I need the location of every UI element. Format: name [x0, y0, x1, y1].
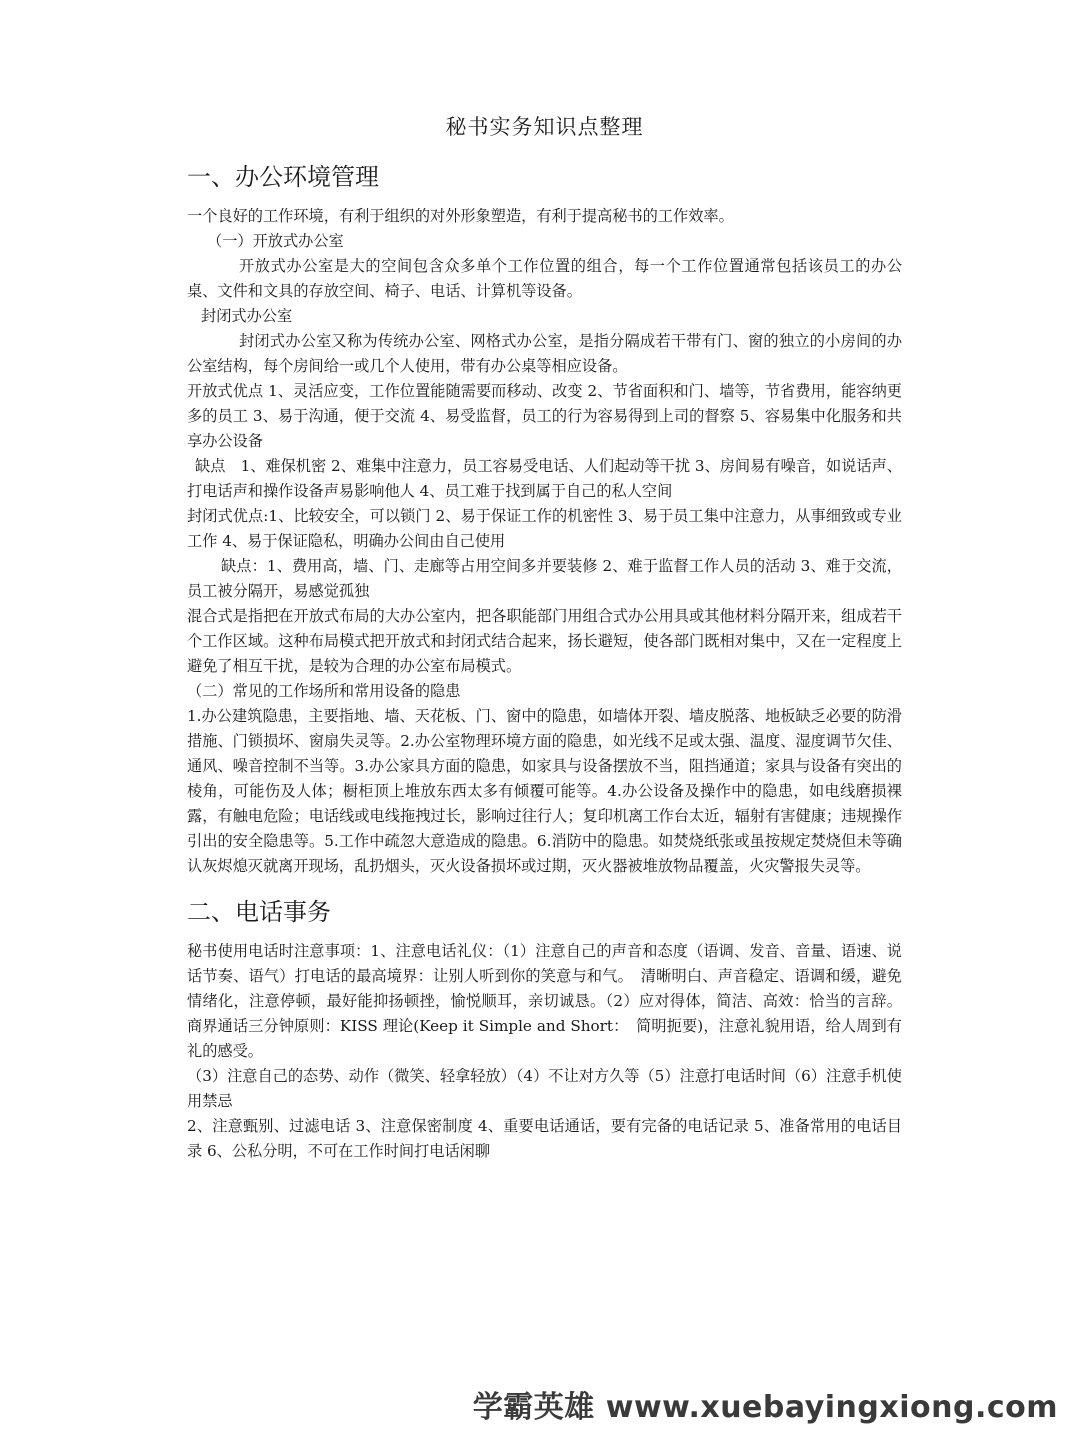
subheading-closed-office: 封闭式办公室 — [201, 307, 293, 325]
document-title: 秘书实务知识点整理 — [445, 115, 644, 139]
paragraph-phone-etiquette: 秘书使用电话时注意事项：1、注意电话礼仪：（1）注意自己的声音和态度（语调、发音、音量、语速、说话节奏、语气）打电话的最高境界：让别人听到你的笑意与和气。 清晰明白、声音稳定、语调和缓，避免情绪化，注意停顿，最好能抑扬顿挫，愉悦顺耳，亲切诚恳。（2）应对得体，简洁、高效：恰当的言辞。商界通话三分钟原则：KISS 理论(Keep it Simple and Short： 简明扼要)，注意礼貌用语，给人周到有礼的感受。 — [187, 942, 902, 1060]
paragraph-closed-pros: 封闭式优点:1、比较安全，可以锁门 2、易于保证工作的机密性 3、易于员工集中注意力，从事细致或专业工作 4、易于保证隐私，明确办公间由自己使用 — [187, 507, 902, 550]
subheading-open-office: （一）开放式办公室 — [207, 232, 344, 250]
paragraph-hazards: 1.办公建筑隐患，主要指地、墙、天花板、门、窗中的隐患，如墙体开裂、墙皮脱落、地板缺乏必要的防滑措施、门锁损坏、窗扇失灵等。2.办公室物理环境方面的隐患，如光线不足或太强、温度、湿度调节欠佳、通风、噪音控制不当等。3.办公家具方面的隐患，如家具与设备摆放不当，阻挡通道；家具与设备有突出的棱角，可能伤及人体；橱柜顶上堆放东西太多有倾覆可能等。4.办公设备及操作中的隐患，如电线磨损裸露，有触电危险；电话线或电线拖拽过长，影响过往行人；复印机离工作台太近，辐射有害健康；违规操作引出的安全隐患等。5.工作中疏忽大意造成的隐患。6.消防中的隐患。如焚烧纸张或虽按规定焚烧但未等确认灰烬熄灭就离开现场，乱扔烟头，灭火设备损坏或过期，灭火器被堆放物品覆盖，火灾警报失灵等。 — [187, 707, 902, 875]
paragraph-open-cons: 缺点 1、难保机密 2、难集中注意力，员工容易受电话、人们起动等干扰 3、房间易有噪音，如说话声、打电话声和操作设备声易影响他人 4、员工难于找到属于自己的私人空间 — [187, 457, 902, 500]
paragraph-mixed-office: 混合式是指把在开放式布局的大办公室内，把各职能部门用组合式办公用具或其他材料分隔开来，组成若干个工作区域。这种布局模式把开放式和封闭式结合起来，扬长避短，使各部门既相对集中，又在一定程度上避免了相互干扰，是较为合理的办公室布局模式。 — [187, 607, 902, 675]
paragraph-closed-cons: 缺点：1、费用高，墙、门、走廊等占用空间多并要装修 2、难于监督工作人员的活动 3、难于交流，员工被分隔开，易感觉孤独 — [187, 557, 902, 600]
site-watermark: 学霸英雄 www.xuebayingxiong.com — [472, 1390, 1058, 1425]
paragraph-phone-tips: （3）注意自己的态势、动作（微笑、轻拿轻放）（4）不让对方久等（5）注意打电话时间（6）注意手机使用禁忌 — [187, 1067, 902, 1110]
paragraph-open-office-desc: 开放式办公室是大的空间包含众多单个工作位置的组合，每一个工作位置通常包括该员工的办公桌、文件和文具的存放空间、椅子、电话、计算机等设备。 — [187, 257, 902, 300]
paragraph-phone-rules: 2、注意甄别、过滤电话 3、注意保密制度 4、重要电话通话，要有完备的电话记录 5、准备常用的电话目录 6、公私分明，不可在工作时间打电话闲聊 — [187, 1117, 902, 1160]
paragraph-closed-office-desc: 封闭式办公室又称为传统办公室、网格式办公室，是指分隔成若干带有门、窗的独立的小房间的办公室结构，每个房间给一或几个人使用，带有办公桌等相应设备。 — [187, 332, 902, 375]
document-page — [187, 112, 902, 1164]
section-heading-telephone: 二、电话事务 — [187, 898, 331, 926]
section-heading-office-environment: 一、办公环境管理 — [187, 163, 379, 191]
paragraph-open-pros: 开放式优点 1、灵活应变，工作位置能随需要而移动、改变 2、节省面积和门、墙等，节省费用，能容纳更多的员工 3、易于沟通，便于交流 4、易受监督，员工的行为容易得到上司的督察 5、容易集中化服务和共享办公设备 — [187, 382, 902, 450]
paragraph-intro: 一个良好的工作环境，有利于组织的对外形象塑造，有利于提高秘书的工作效率。 — [187, 207, 734, 225]
subheading-hazards: （二）常见的工作场所和常用设备的隐患 — [187, 682, 461, 700]
